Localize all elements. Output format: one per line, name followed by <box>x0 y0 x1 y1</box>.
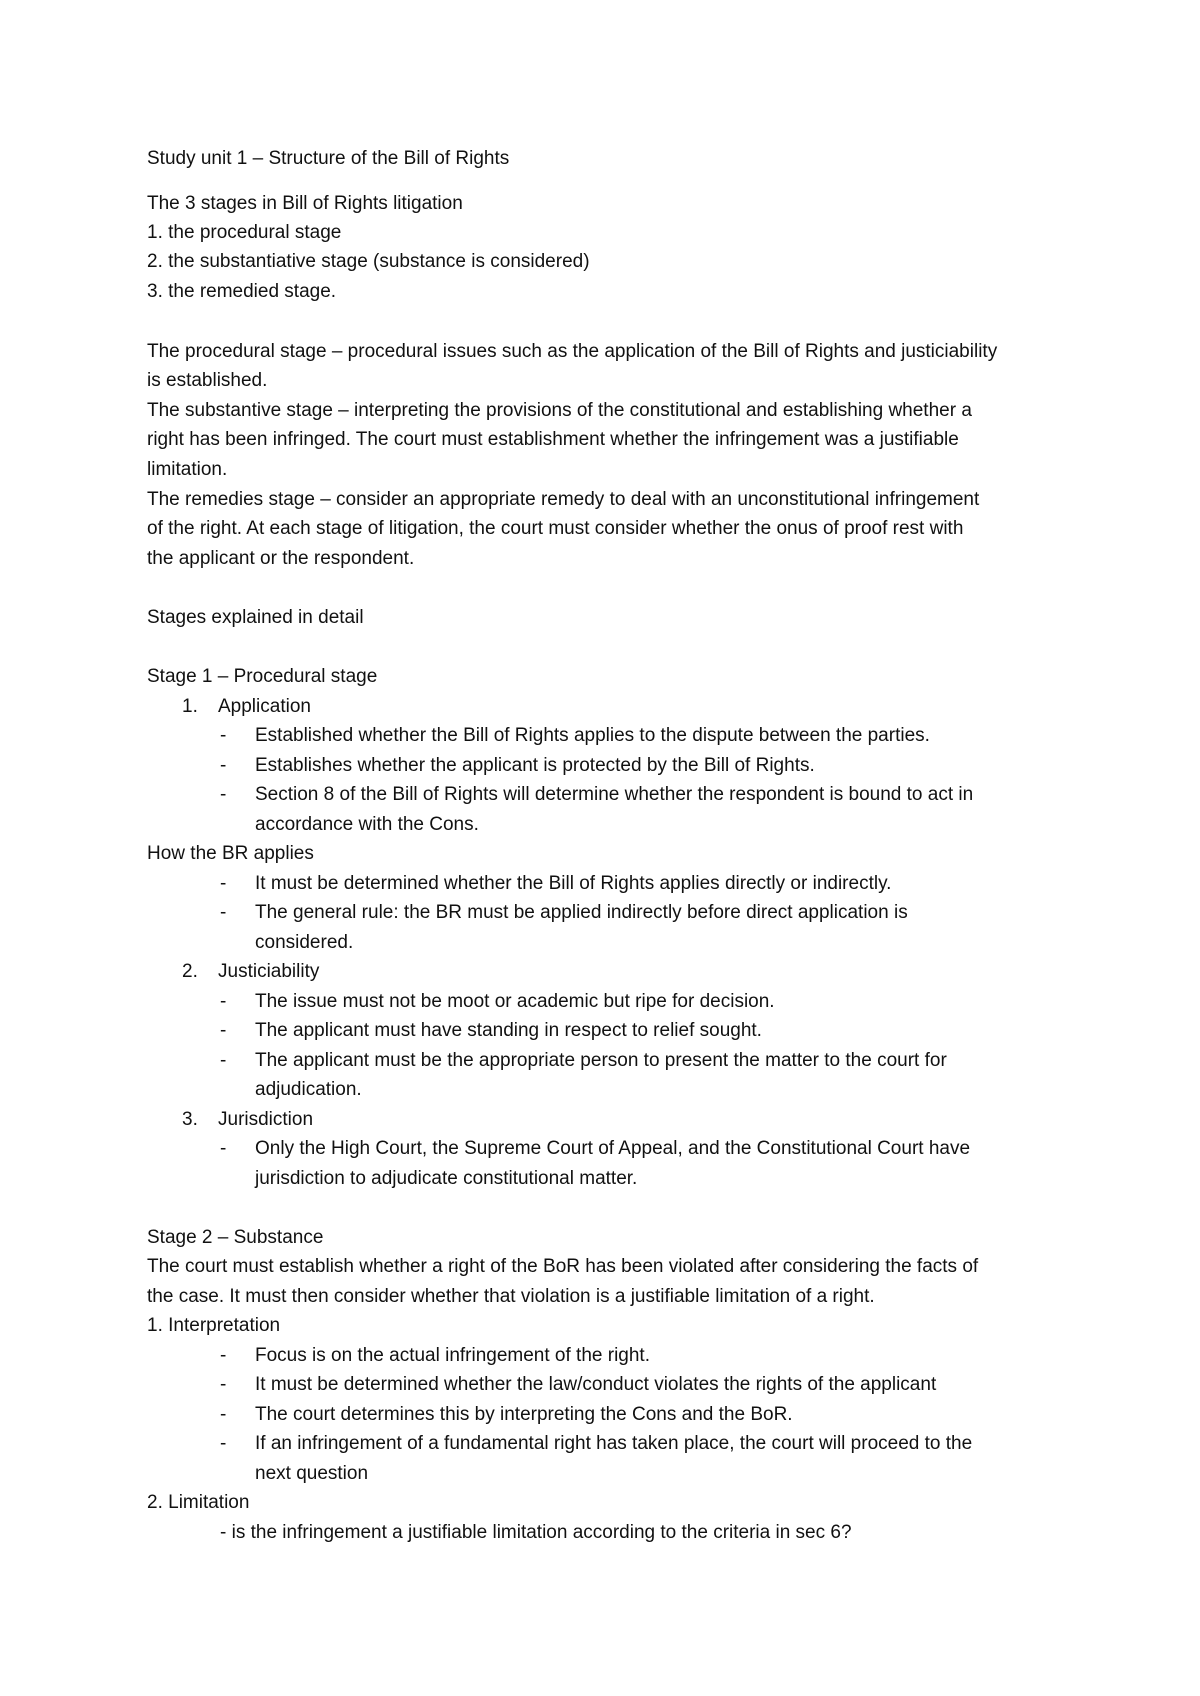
stage2-heading: Stage 2 – Substance <box>147 1227 324 1248</box>
justiciability-label: Justiciability <box>218 961 320 982</box>
jurisdiction-bullet: Only the High Court, the Supreme Court of Appeal, and the Constitutional Court have <box>255 1138 971 1159</box>
stages-list-item: 1. the procedural stage <box>147 222 342 243</box>
interpretation-bullet-continuation: next question <box>255 1463 369 1484</box>
justiciability-bullet: The applicant must be the appropriate person to present the matter to the court for <box>255 1050 947 1071</box>
how-applies-bullet: The general rule: the BR must be applied indirectly before direct application is <box>255 902 908 923</box>
justiciability-bullet: The issue must not be moot or academic but ripe for decision. <box>255 991 775 1012</box>
bullet-dash: - <box>220 873 227 894</box>
justiciability-bullet-continuation: adjudication. <box>255 1079 362 1100</box>
overview-substantive-line: The substantive stage – interpreting the provisions of the constitutional and establishing whether a <box>147 400 972 421</box>
stage2-intro-line: the case. It must then consider whether that violation is a justifiable limitation of a right. <box>147 1286 875 1307</box>
application-label: Application <box>218 696 311 717</box>
justiciability-number: 2. <box>182 961 198 982</box>
overview-remedies-line: the applicant or the respondent. <box>147 548 415 569</box>
overview-substantive-line: right has been infringed. The court must establishment whether the infringement was a justifiable <box>147 429 959 450</box>
bullet-dash: - <box>220 991 227 1012</box>
bullet-dash: - <box>220 1138 227 1159</box>
limitation-line: - is the infringement a justifiable limitation according to the criteria in sec 6? <box>220 1522 852 1543</box>
application-bullet: Section 8 of the Bill of Rights will determine whether the respondent is bound to act in <box>255 784 974 805</box>
how-applies-bullet-continuation: considered. <box>255 932 354 953</box>
document-title: Study unit 1 – Structure of the Bill of Rights <box>147 148 510 169</box>
overview-procedural-line: is established. <box>147 370 268 391</box>
bullet-dash: - <box>220 1433 227 1454</box>
jurisdiction-number: 3. <box>182 1109 198 1130</box>
interpretation-bullet: If an infringement of a fundamental right has taken place, the court will proceed to the <box>255 1433 973 1454</box>
stage2-intro-line: The court must establish whether a right of the BoR has been violated after considering the facts of <box>147 1256 979 1277</box>
justiciability-bullet: The applicant must have standing in respect to relief sought. <box>255 1020 762 1041</box>
stages-heading: The 3 stages in Bill of Rights litigation <box>147 193 463 214</box>
overview-remedies-line: The remedies stage – consider an appropriate remedy to deal with an unconstitutional infringement <box>147 489 980 510</box>
bullet-dash: - <box>220 1345 227 1366</box>
bullet-dash: - <box>220 755 227 776</box>
bullet-dash: - <box>220 1374 227 1395</box>
interpretation-label: 1. Interpretation <box>147 1315 281 1336</box>
stages-list-item: 2. the substantiative stage (substance is considered) <box>147 251 590 272</box>
interpretation-bullet: It must be determined whether the law/conduct violates the rights of the applicant <box>255 1374 937 1395</box>
jurisdiction-bullet-continuation: jurisdiction to adjudicate constitutional matter. <box>255 1168 638 1189</box>
bullet-dash: - <box>220 784 227 805</box>
overview-substantive-line: limitation. <box>147 459 228 480</box>
stages-list-item: 3. the remedied stage. <box>147 281 337 302</box>
application-bullet-continuation: accordance with the Cons. <box>255 814 479 835</box>
bullet-dash: - <box>220 902 227 923</box>
application-bullet: Established whether the Bill of Rights applies to the dispute between the parties. <box>255 725 930 746</box>
limitation-label: 2. Limitation <box>147 1492 250 1513</box>
jurisdiction-label: Jurisdiction <box>218 1109 314 1130</box>
application-bullet: Establishes whether the applicant is protected by the Bill of Rights. <box>255 755 815 776</box>
bullet-dash: - <box>220 1050 227 1071</box>
bullet-dash: - <box>220 725 227 746</box>
interpretation-bullet: The court determines this by interpreting the Cons and the BoR. <box>255 1404 793 1425</box>
application-number: 1. <box>182 696 198 717</box>
how-applies-label: How the BR applies <box>147 843 314 864</box>
overview-remedies-line: of the right. At each stage of litigation, the court must consider whether the onus of proof rest with <box>147 518 964 539</box>
bullet-dash: - <box>220 1020 227 1041</box>
how-applies-bullet: It must be determined whether the Bill of Rights applies directly or indirectly. <box>255 873 892 894</box>
interpretation-bullet: Focus is on the actual infringement of the right. <box>255 1345 650 1366</box>
detail-heading: Stages explained in detail <box>147 607 364 628</box>
bullet-dash: - <box>220 1404 227 1425</box>
overview-procedural-line: The procedural stage – procedural issues such as the application of the Bill of Rights and justiciability <box>147 341 998 362</box>
stage1-heading: Stage 1 – Procedural stage <box>147 666 378 687</box>
